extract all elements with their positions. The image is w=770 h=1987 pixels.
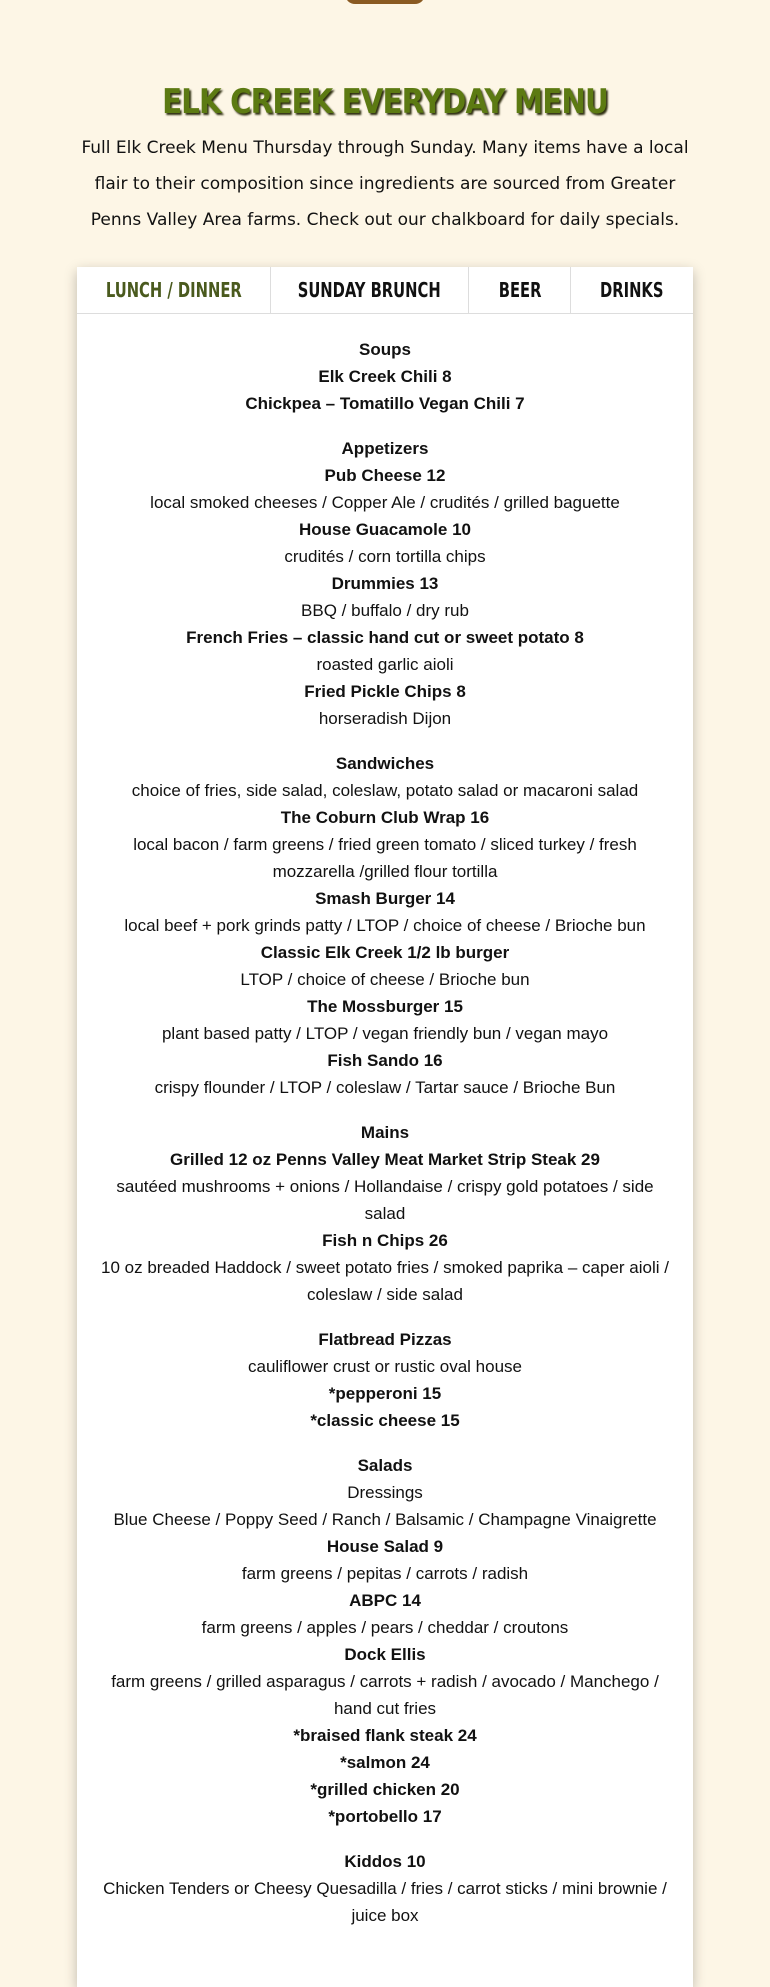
tab-label: SUNDAY BRUNCH [298,278,442,302]
menu-item-name: Chickpea – Tomatillo Vegan Chili 7 [245,394,525,413]
page-title: ELK CREEK EVERYDAY MENU [162,82,608,122]
menu-item-name: House Guacamole 10 [299,520,471,539]
section-heading: Appetizers [341,439,429,458]
menu-item-name: The Mossburger 15 [307,997,463,1016]
menu-item-name: *grilled chicken 20 [310,1780,460,1799]
tab-lunch-dinner[interactable] [77,267,271,313]
menu-card [77,267,693,1987]
menu-item-description: BBQ / buffalo / dry rub [301,601,469,620]
section-heading: Flatbread Pizzas [318,1330,452,1349]
tab-label: BEER [498,278,542,302]
section-heading: Kiddos 10 [344,1852,426,1871]
menu-item-name: Pub Cheese 12 [324,466,446,485]
tab-beer[interactable] [469,267,571,313]
menu-item-name: *pepperoni 15 [328,1384,442,1403]
menu-item-name: *braised flank steak 24 [293,1726,477,1745]
menu-item-name: *classic cheese 15 [310,1411,460,1430]
menu-item-description: Dressings [347,1483,423,1502]
menu-item-description: LTOP / choice of cheese / Brioche bun [240,970,530,989]
menu-item-description: local bacon / farm greens / fried green tomato / sliced turkey / fresh mozzarella /grilled flour tortilla [133,835,637,881]
section-heading: Salads [357,1456,413,1475]
tab-label: DRINKS [600,278,664,302]
tab-drinks[interactable] [571,267,693,313]
menu-item-description: 10 oz breaded Haddock / sweet potato fries / smoked paprika – caper aioli / coleslaw / side salad [101,1258,669,1304]
menu-item-description: Chicken Tenders or Cheesy Quesadilla / fries / carrot sticks / mini brownie / juice box [103,1879,667,1925]
menu-item-description: cauliflower crust or rustic oval house [247,1357,522,1376]
menu-item-name: Fish n Chips 26 [322,1231,448,1250]
menu-section [97,1119,673,1308]
menu-item-name: Classic Elk Creek 1/2 lb burger [260,943,510,962]
menu-item-description: farm greens / grilled asparagus / carrots + radish / avocado / Manchego / hand cut fries [111,1672,659,1718]
menu-item-name: The Coburn Club Wrap 16 [280,808,490,827]
section-heading: Soups [359,340,411,359]
menu-item-description: farm greens / pepitas / carrots / radish [241,1564,529,1583]
section-heading: Mains [360,1123,410,1142]
menu-section [97,1452,673,1830]
menu-item-name: Grilled 12 oz Penns Valley Meat Market Strip Steak 29 [170,1150,600,1169]
menu-tabs [77,267,693,314]
menu-item-name: Fish Sando 16 [327,1051,443,1070]
menu-item-name: Dock Ellis [344,1645,426,1664]
menu-item-name: ABPC 14 [349,1591,421,1610]
menu-item-name: Smash Burger 14 [315,889,455,908]
menu-item-name: Fried Pickle Chips 8 [304,682,466,701]
section-heading: Sandwiches [335,754,435,773]
menu-item-description: local smoked cheeses / Copper Ale / crudités / grilled baguette [150,493,620,512]
menu-item-name: House Salad 9 [326,1537,444,1556]
menu-item-description: Blue Cheese / Poppy Seed / Ranch / Balsamic / Champagne Vinaigrette [113,1510,657,1529]
menu-item-description: crudités / corn tortilla chips [284,547,486,566]
menu-item-description: choice of fries, side salad, coleslaw, potato salad or macaroni salad [131,781,639,800]
menu-section [97,1326,673,1434]
menu-item-name: *portobello 17 [328,1807,442,1826]
menu-item-description: crispy flounder / LTOP / coleslaw / Tartar sauce / Brioche Bun [154,1078,616,1097]
top-ornament [345,0,425,4]
menu-item-description: horseradish Dijon [318,709,452,728]
menu-item-description: sautéed mushrooms + onions / Hollandaise / crispy gold potatoes / side salad [116,1177,654,1223]
tab-sunday-brunch[interactable] [271,267,470,313]
menu-section [97,1848,673,1929]
menu-item-description: local beef + pork grinds patty / LTOP / choice of cheese / Brioche bun [124,916,646,935]
menu-body [77,314,693,1929]
menu-item-name: Elk Creek Chili 8 [318,367,452,386]
menu-section [97,435,673,732]
menu-item-description: plant based patty / LTOP / vegan friendly bun / vegan mayo [161,1024,609,1043]
menu-section [97,750,673,1101]
menu-item-name: French Fries – classic hand cut or sweet potato 8 [186,628,584,647]
menu-item-description: farm greens / apples / pears / cheddar / croutons [201,1618,569,1637]
menu-item-name: *salmon 24 [340,1753,430,1772]
menu-section [97,336,673,417]
menu-intro: Full Elk Creek Menu Thursday through Sunday. Many items have a local flair to their composition since ingredients are sourced from Greater Penns Valley Area farms. Check out our chalkboard for daily specials. [81,138,689,230]
menu-item-name: Drummies 13 [331,574,439,593]
menu-item-description: roasted garlic aioli [316,655,454,674]
tab-label: LUNCH / DINNER [105,278,242,302]
